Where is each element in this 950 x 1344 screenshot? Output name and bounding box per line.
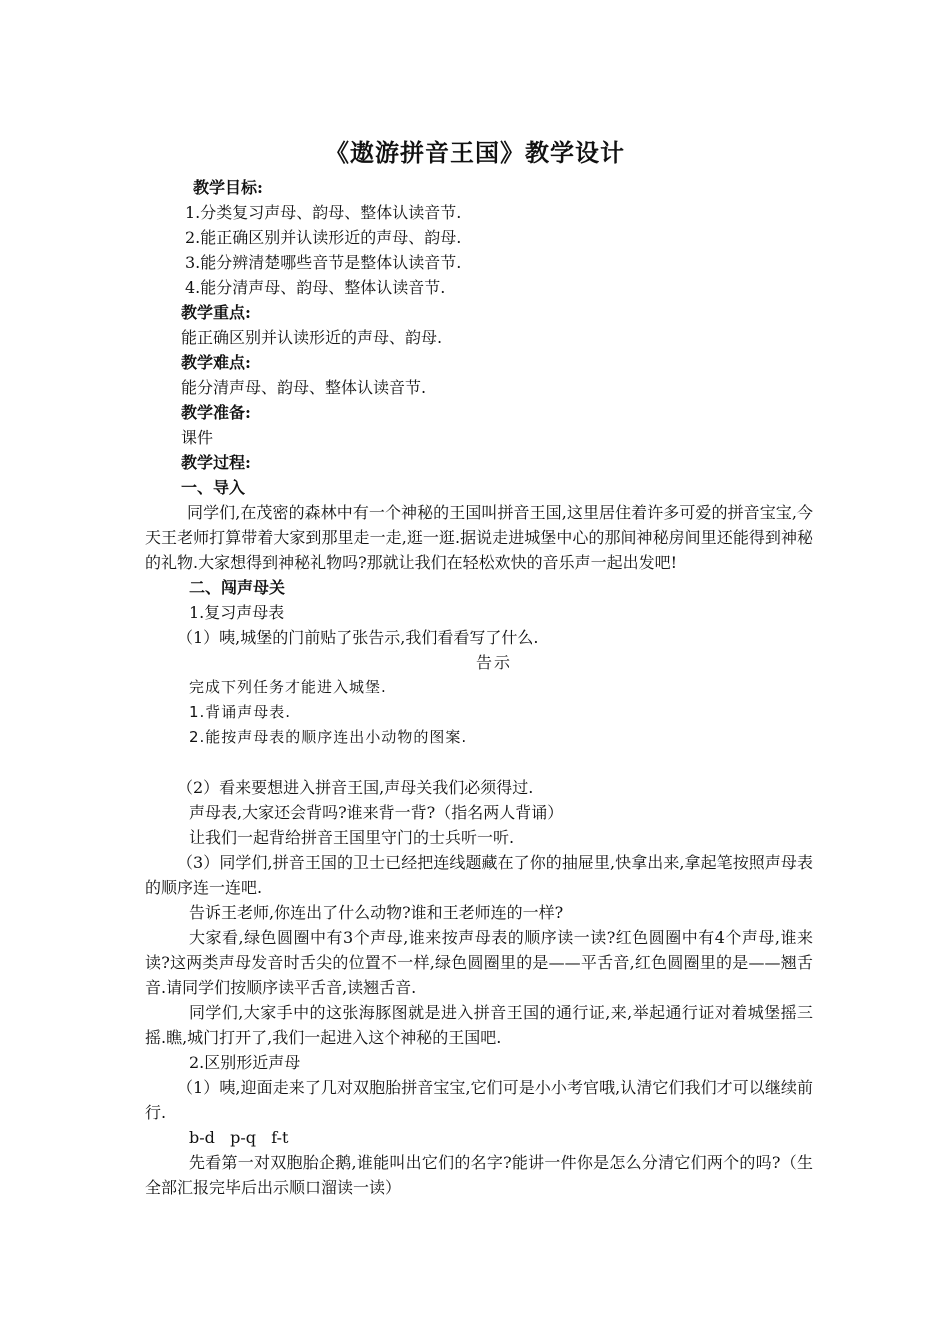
step-1: （1）咦,城堡的门前贴了张告示,我们看看写了什么. — [177, 628, 539, 647]
section-heading-initials: 二、闯声母关 — [189, 578, 286, 597]
notice-line: 2.能按声母表的顺序连出小动物的图案. — [189, 728, 468, 746]
penguin-paragraph: 先看第一对双胞胎企鹅,谁能叫出它们的名字?能讲一件你是怎么分清它们两个的吗?（生全部汇报完毕后出示顺口溜读一读） — [145, 1153, 813, 1197]
process-heading: 教学过程: — [181, 453, 251, 472]
prep-heading: 教学准备: — [181, 403, 251, 422]
text-line: 告诉王老师,你连出了什么动物?谁和王老师连的一样? — [189, 903, 564, 922]
prep-text: 课件 — [181, 428, 214, 447]
blank-line — [145, 750, 813, 775]
document-title: 《遨游拼音王国》教学设计 — [325, 138, 625, 167]
goal-item: 2.能正确区别并认读形近的声母、韵母. — [185, 228, 462, 247]
notice-line: 完成下列任务才能进入城堡. — [189, 678, 387, 696]
key-heading: 教学重点: — [181, 303, 251, 322]
letter-pairs: b-d p-q f-t — [189, 1128, 289, 1147]
step-3: （3）同学们,拼音王国的卫士已经把连线题藏在了你的抽屉里,快拿出来,拿起笔按照声母表的顺序连一连吧. — [145, 853, 813, 897]
key-text: 能正确区别并认读形近的声母、韵母. — [181, 328, 443, 347]
notice-line: 1.背诵声母表. — [189, 703, 292, 721]
text-line: 让我们一起背给拼音王国里守门的士兵听一听. — [189, 828, 515, 847]
step-2: （2）看来要想进入拼音王国,声母关我们必须得过. — [177, 778, 534, 797]
section-heading-intro: 一、导入 — [181, 478, 246, 497]
circle-paragraph: 大家看,绿色圆圈中有3个声母,谁来按声母表的顺序读一读?红色圆圈中有4个声母,谁来读?这两类声母发音时舌尖的位置不一样,绿色圆圈里的是——平舌音,红色圆圈里的是——翘舌音.请同学们按顺序读平舌音,读翘舌音. — [145, 928, 813, 997]
subsection-similar-initials: 2.区别形近声母 — [189, 1053, 301, 1072]
pass-paragraph: 同学们,大家手中的这张海豚图就是进入拼音王国的通行证,来,举起通行证对着城堡摇三摇.瞧,城门打开了,我们一起进入这个神秘的王国吧. — [145, 1003, 813, 1047]
difficulty-heading: 教学难点: — [181, 353, 251, 372]
difficulty-text: 能分清声母、韵母、整体认读音节. — [181, 378, 427, 397]
step-4: （1）咦,迎面走来了几对双胞胎拼音宝宝,它们可是小小考官哦,认清它们我们才可以继续前行. — [145, 1078, 813, 1122]
goal-item: 1.分类复习声母、韵母、整体认读音节. — [185, 203, 462, 222]
intro-paragraph: 同学们,在茂密的森林中有一个神秘的王国叫拼音王国,这里居住着许多可爱的拼音宝宝,今天王老师打算带着大家到那里走一走,逛一逛.据说走进城堡中心的那间神秘房间里还能得到神秘的礼物.大家想得到神秘礼物吗?那就让我们在轻松欢快的音乐声一起出发吧! — [145, 503, 813, 572]
goal-item: 3.能分辨清楚哪些音节是整体认读音节. — [185, 253, 462, 272]
goal-item: 4.能分清声母、韵母、整体认读音节. — [185, 278, 446, 297]
document-body — [145, 175, 813, 1200]
goals-heading: 教学目标: — [193, 178, 263, 197]
notice-title: 告示 — [475, 653, 512, 672]
subsection-review-table: 1.复习声母表 — [189, 603, 285, 622]
text-line: 声母表,大家还会背吗?谁来背一背?（指名两人背诵） — [189, 803, 564, 822]
